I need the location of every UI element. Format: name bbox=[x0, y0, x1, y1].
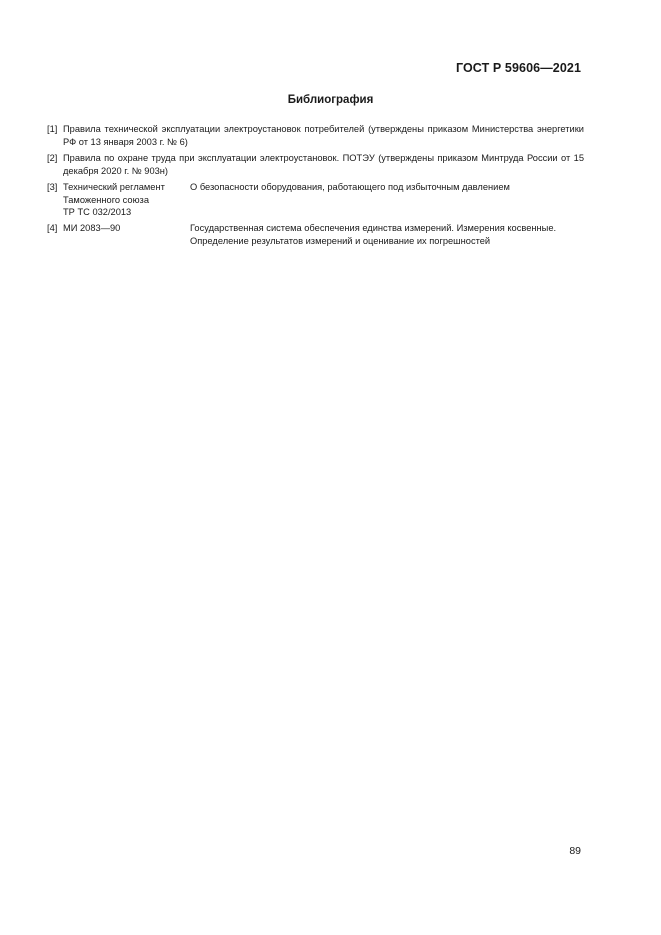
bibliography-entry-4 bbox=[47, 222, 584, 247]
entry-document bbox=[63, 222, 190, 235]
bibliography-entry-2 bbox=[47, 152, 584, 177]
entry-text: Правила технической эксплуатации электроустановок потребителей (утверждены приказом Министерства энергетики РФ от 13 января 2003 г. № 6) bbox=[63, 124, 584, 147]
description-line: Государственная система обеспечения единства измерений. Измерения косвенные. bbox=[190, 223, 557, 233]
entry-number: [2] bbox=[47, 153, 58, 163]
document-line: Таможенного союза bbox=[63, 194, 149, 205]
entry-number: [1] bbox=[47, 124, 58, 134]
document-line: МИ 2083—90 bbox=[63, 223, 121, 233]
document-line: ТР ТС 032/2013 bbox=[63, 207, 132, 218]
page-number: 89 bbox=[569, 845, 581, 857]
standard-code: ГОСТ Р 59606—2021 bbox=[455, 61, 581, 75]
bibliography-entry-3 bbox=[47, 181, 584, 219]
entry-document bbox=[63, 181, 190, 219]
entry-text: Правила по охране труда при эксплуатации электроустановок. ПОТЭУ (утверждены приказом Минтруда России от 15 декабря 2020 г. № 903н) bbox=[63, 153, 584, 176]
entry-description bbox=[190, 222, 584, 247]
entry-number: [4] bbox=[47, 223, 58, 233]
bibliography-entry-1 bbox=[47, 123, 584, 148]
description-line: Определение результатов измерений и оценивание их погрешностей bbox=[190, 235, 491, 246]
entry-description: О безопасности оборудования, работающего под избыточным давлением bbox=[190, 182, 510, 192]
document-line: Технический регламент bbox=[63, 182, 165, 192]
section-title: Библиография bbox=[287, 94, 374, 106]
entry-number: [3] bbox=[47, 182, 58, 192]
